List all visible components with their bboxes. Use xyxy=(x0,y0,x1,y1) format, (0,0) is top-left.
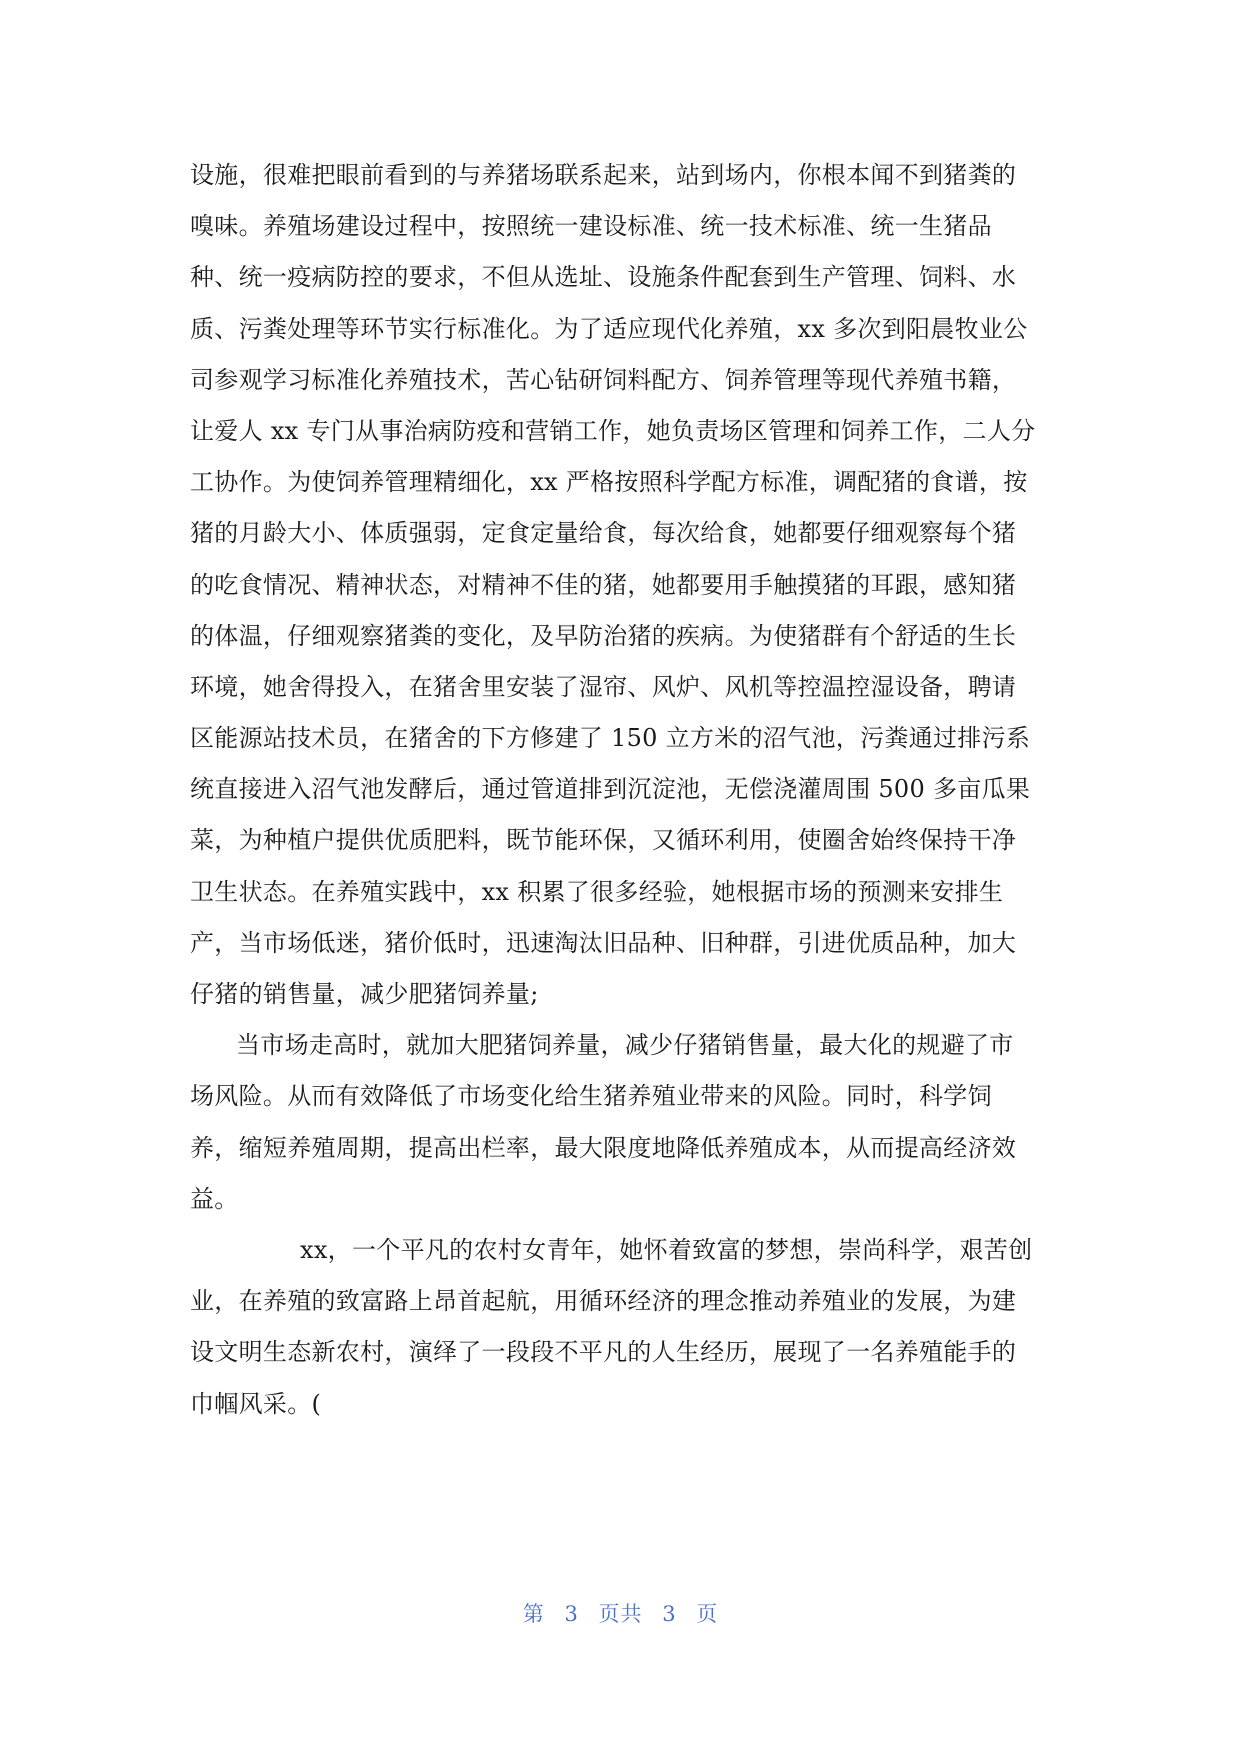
document-body xyxy=(190,150,1060,1430)
body-line: 业，在养殖的致富路上昂首起航，用循环经济的理念推动养殖业的发展，为建 xyxy=(190,1287,1017,1316)
body-line: 的体温，仔细观察猪粪的变化，及早防治猪的疾病。为使猪群有个舒适的生长 xyxy=(190,621,1017,650)
body-line: 嗅味。养殖场建设过程中，按照统一建设标准、统一技术标准、统一生猪品 xyxy=(190,212,992,241)
body-line: 让爱人 xx 专门从事治病防疫和营销工作，她负责场区管理和饲养工作，二人分 xyxy=(190,416,1036,445)
page-footer xyxy=(0,1598,1241,1628)
footer-middle: 页共 xyxy=(598,1602,643,1626)
paragraph-start-line: 当市场走高时，就加大肥猪饲养量，减少仔猪销售量，最大化的规避了市 xyxy=(236,1031,1014,1060)
body-line: 猪的月龄大小、体质强弱，定食定量给食，每次给食，她都要仔细观察每个猪 xyxy=(190,519,1017,548)
body-line: 设文明生态新农村，演绎了一段段不平凡的人生经历，展现了一名养殖能手的 xyxy=(190,1338,1017,1367)
body-line: 场风险。从而有效降低了市场变化给生猪养殖业带来的风险。同时，科学饲 xyxy=(190,1082,992,1111)
total-page-count: 3 xyxy=(662,1602,677,1626)
body-line: 仔猪的销售量，减少肥猪饲养量; xyxy=(190,980,539,1008)
footer-suffix: 页 xyxy=(696,1602,719,1626)
body-line: 的吃食情况、精神状态，对精神不佳的猪，她都要用手触摸猪的耳跟，感知猪 xyxy=(190,570,1017,599)
body-line: 卫生状态。在养殖实践中，xx 积累了很多经验，她根据市场的预测来安排生 xyxy=(190,877,1004,906)
body-line: 统直接进入沼气池发酵后，通过管道排到沉淀池，无偿浇灌周围 500 多亩瓜果 xyxy=(190,775,1031,804)
footer-prefix: 第 xyxy=(522,1602,545,1626)
body-line: 质、污粪处理等环节实行标准化。为了适应现代化养殖，xx 多次到阳晨牧业公 xyxy=(190,314,1028,343)
body-line: 司参观学习标准化养殖技术，苦心钻研饲料配方、饲养管理等现代养殖书籍， xyxy=(190,365,1017,394)
body-line: 种、统一疫病防控的要求，不但从选址、设施条件配套到生产管理、饲料、水 xyxy=(190,263,1017,292)
body-line: 环境，她舍得投入，在猪舍里安装了湿帘、风炉、风机等控温控湿设备，聘请 xyxy=(190,672,1017,701)
body-line: 菜，为种植户提供优质肥料，既节能环保，又循环利用，使圈舍始终保持干净 xyxy=(190,826,1017,855)
body-line: 工协作。为使饲养管理精细化，xx 严格按照科学配方标准，调配猪的食谱，按 xyxy=(190,468,1028,497)
current-page-number: 3 xyxy=(564,1602,579,1626)
body-line: 益。 xyxy=(190,1184,239,1213)
body-line: 巾帼风采。( xyxy=(190,1389,322,1418)
body-line: 养，缩短养殖周期，提高出栏率，最大限度地降低养殖成本，从而提高经济效 xyxy=(190,1133,1017,1162)
body-line: 设施，很难把眼前看到的与养猪场联系起来，站到场内，你根本闻不到猪粪的 xyxy=(190,161,1017,189)
body-line: 区能源站技术员，在猪舍的下方修建了 150 立方米的沼气池，污粪通过排污系 xyxy=(190,724,1031,753)
paragraph-start-line: xx，一个平凡的农村女青年，她怀着致富的梦想，崇尚科学，艰苦创 xyxy=(300,1235,1033,1264)
body-line: 产，当市场低迷，猪价低时，迅速淘汰旧品种、旧种群，引进优质品种，加大 xyxy=(190,928,1017,957)
